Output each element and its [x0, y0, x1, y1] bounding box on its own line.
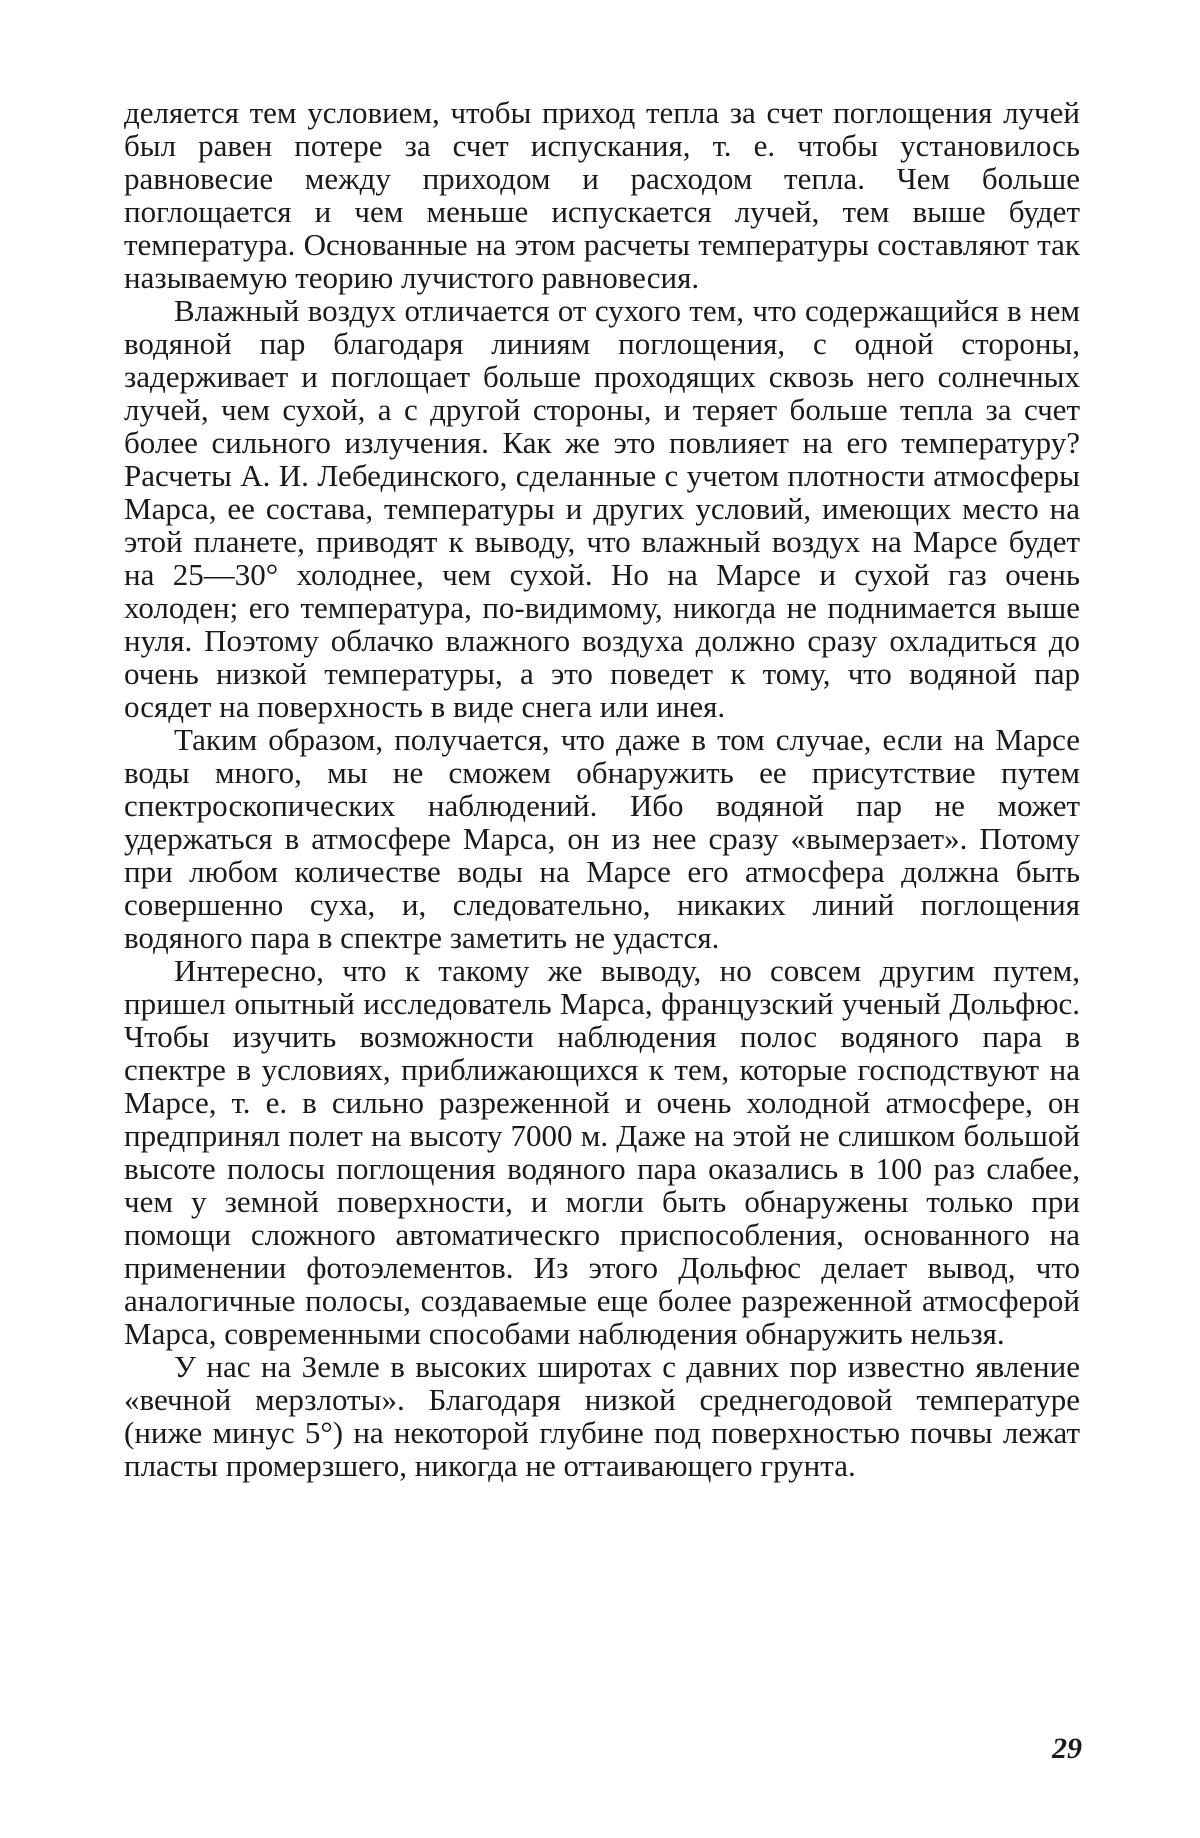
- paragraph-5: У нас на Земле в высоких широтах с давних пор известно явление «вечной мерзлоты». Благодаря низкой среднегодовой температуре (ниже минус 5°) на некоторой глубине под поверхностью почвы лежат пласты промерзшего, никогда не оттаивающего грунта.: [124, 1349, 1080, 1483]
- paragraph-3: Таким образом, получается, что даже в том случае, если на Марсе воды много, мы не сможем обнаружить ее присутствие путем спектроскопических наблюдений. Ибо водяной пар не может удержаться в атмосфере Марса, он из нее сразу «вымерзает». Потому при любом количестве воды на Марсе его атмосфера должна быть совершенно суха, и, следовательно, никаких линий поглощения водяного пара в спектре заметить не удастся.: [124, 722, 1080, 955]
- paragraph-2: Влажный воздух отличается от сухого тем, что содержащийся в нем водяной пар благодаря линиям поглощения, с одной стороны, задерживает и поглощает больше проходящих сквозь него солнечных лучей, чем сухой, а с другой стороны, и теряет больше тепла за счет более сильного излучения. Как же это повлияет на его температуру? Расчеты А. И. Лебединского, сделанные с учетом плотности атмосферы Марса, ее состава, температуры и других условий, имеющих место на этой планете, приводят к выводу, что влажный воздух на Марсе будет на 25—30° холоднее, чем сухой. Но на Марсе и сухой газ очень холоден; его температура, по-видимому, никогда не поднимается выше нуля. Поэтому облачко влажного воздуха должно сразу охладиться до очень низкой температуры, а это поведет к тому, что водяной пар осядет на поверхность в виде снега или инея.: [124, 293, 1080, 724]
- paragraph-1: деляется тем условием, чтобы приход тепла за счет поглощения лучей был равен потере за счет испускания, т. е. чтобы установилось равновесие между приходом и расходом тепла. Чем больше поглощается и чем меньше испускается лучей, тем выше будет температура. Основанные на этом расчеты температуры составляют так называемую теорию лучистого равновесия.: [124, 95, 1080, 295]
- page-number: 29: [1052, 1732, 1082, 1765]
- paragraph-4: Интересно, что к такому же выводу, но совсем другим путем, пришел опытный исследователь Марса, французский ученый Дольфюс. Чтобы изучить возможности наблюдения полос водяного пара в спектре в условиях, приближающихся к тем, которые господствуют на Марсе, т. е. в сильно разреженной и очень холодной атмосфере, он предпринял полет на высоту 7000 м. Даже на этой не слишком большой высоте полосы поглощения водяного пара оказались в 100 раз слабее, чем у земной поверхности, и могли быть обнаружены только при помощи сложного автоматическго приспособления, основанного на применении фотоэлементов. Из этого Дольфюс делает вывод, что аналогичные полосы, создаваемые еще более разреженной атмосферой Марса, современными способами наблюдения обнаружить нельзя.: [124, 953, 1080, 1351]
- page-body: [124, 96, 1080, 1482]
